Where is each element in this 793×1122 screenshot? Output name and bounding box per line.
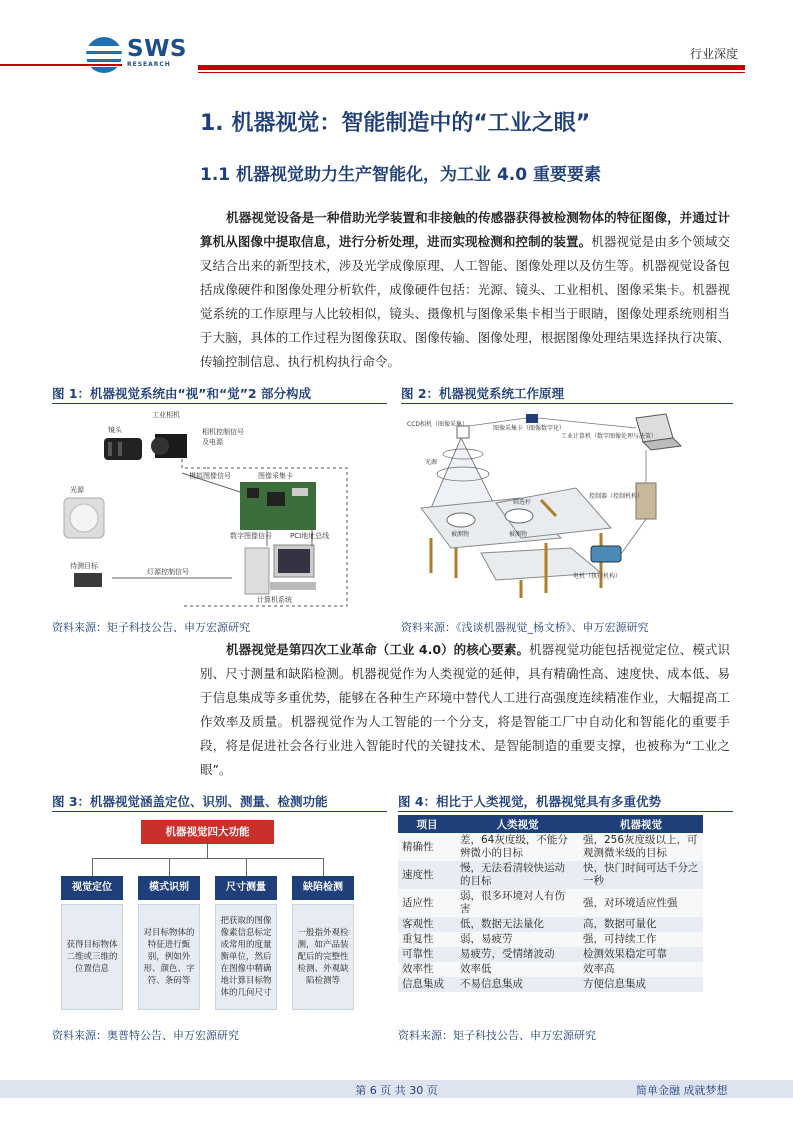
function-box-inspection [292,904,354,1010]
table-cell-item: 客观性 [398,917,456,932]
header-rule [198,65,745,70]
paragraph-2-body: 机器视觉功能包括视觉定位、模式识别、尺寸测量和缺陷检测。机器视觉作为人类视觉的延伸，具有精确性高、速度快、成本低、易于信息集成等多重优势，能够在各种生产环境中替代人工进行高强度连续精准作业，大幅提高工作效率及质量。机器视觉作为人工智能的一个分支，将是智能工厂中自动化和智能化的重要手段，将是促进社会各行业进入智能时代的关键技术、是智能制造的重要支撑，也被称为“工业之眼”。 [200,642,730,777]
comparison-table [398,815,703,992]
label-card: 图像采集卡（图像数字化） [493,425,566,432]
function-head-recognition: 模式识别 [138,876,200,900]
table-cell-item: 精确性 [398,833,456,861]
label-object-2: 被测物 [509,531,528,538]
table-header-machine: 机器视觉 [579,815,703,833]
table-cell-machine: 快，快门时间可达千分之一秒 [579,861,703,889]
paragraph-2 [200,638,730,782]
table-cell-human: 低，数据无法量化 [456,917,579,932]
table-cell-machine: 强，256灰度级以上，可观测微米级的目标 [579,833,703,861]
table-cell-human: 差，64灰度级，不能分辨微小的目标 [456,833,579,861]
paragraph-1-body: 机器视觉是由多个领域交叉结合出来的新型技术，涉及光学成像原理、人工智能、图像处理以及仿生等。机器视觉设备包括成像硬件和图像处理分析软件，成像硬件包括：光源、镜头、工业相机、图像采集卡。机器视觉系统的工作原理与人比较相似，镜头、摄像机与图像采集卡相当于眼睛，图像处理系统则相当于大脑，具体的工作过程为图像获取、图像传输、图像处理，根据图像处理结果选择执行决策、传输控制信息、执行机构执行命令。 [200,234,730,369]
function-head-inspection: 缺陷检测 [292,876,354,900]
table-cell-human: 弱，易疲劳 [456,932,579,947]
figure-4-caption-rule [398,811,733,812]
computer-image [245,548,269,594]
function-body-inspection: 一般指外观检测，如产品装配后的完整性检测、外观缺陷检测等 [297,928,349,986]
table-cell-item: 重复性 [398,932,456,947]
label-rod: 筛选杆 [513,499,532,506]
figure-3-caption-rule [52,811,387,812]
figure-4-source: 资料来源：矩子科技公告、申万宏源研究 [398,1029,596,1042]
figure-3-caption: 图 3：机器视觉涵盖定位、识别、测量、检测功能 [52,794,328,809]
table-cell-item: 速度性 [398,861,456,889]
target-image [74,573,102,587]
function-head-measurement: 尺寸测量 [215,876,277,900]
logo-text: SWS [127,36,187,62]
report-category: 行业深度 [690,47,739,61]
figure-2-diagram [401,408,733,613]
table-row [398,917,703,932]
logo-subtext: RESEARCH [127,61,171,68]
label-target: 待测目标 [70,562,98,570]
function-box-recognition [138,904,200,1010]
table-header-row [398,815,703,833]
paragraph-2-lead: 机器视觉是第四次工业革命（工业 4.0）的核心要素。 [226,642,530,657]
table-cell-human: 效率低 [456,962,579,977]
table-row [398,889,703,917]
table-row [398,947,703,962]
function-body-positioning: 获得目标物体二维或三维的位置信息 [66,940,118,974]
table-cell-item: 适应性 [398,889,456,917]
table-row [398,932,703,947]
table-cell-machine: 方便信息集成 [579,977,703,992]
label-pci-bus: PCI地址总线 [290,532,330,540]
function-box-positioning [61,904,123,1010]
figure-2-caption-rule [401,403,733,404]
label-motor: 电机（执行机构） [573,573,622,580]
page-number: 第 6 页 共 30 页 [355,1084,438,1097]
table-cell-machine: 强，对环境适应性强 [579,889,703,917]
label-ccd: CCD相机（图像采集） [407,421,468,428]
label-light-control: 灯源控制信号 [147,568,189,576]
figure-3-source: 资料来源：奥普特公告、申万宏源研究 [52,1029,239,1042]
footer-slogan: 简单金融 成就梦想 [636,1084,728,1097]
label-capture-card: 图像采集卡 [258,472,293,480]
table-header-human: 人类视觉 [456,815,579,833]
figure-2-caption: 图 2：机器视觉系统工作原理 [401,386,565,401]
function-body-recognition: 对目标物体的特征进行甄别，例如外形、颜色、字符、条码等 [143,928,195,986]
function-box-measurement [215,904,277,1010]
label-camera-control: 相机控制信号 [202,428,244,436]
label-light: 光源 [70,486,84,494]
table-cell-machine: 检测效果稳定可靠 [579,947,703,962]
table-row [398,977,703,992]
header-rule-thin [198,72,745,73]
label-light: 光源 [425,459,438,466]
table-cell-machine: 效率高 [579,962,703,977]
label-computer: 计算机系统 [257,596,292,604]
label-object-1: 被测物 [451,531,470,538]
figure-4-caption: 图 4：相比于人类视觉，机器视觉具有多重优势 [398,794,662,809]
figure-2-source: 资料来源：《浅谈机器视觉_杨文桥》、申万宏源研究 [401,621,649,634]
figure-1-caption-rule [52,403,387,404]
logo-icon [86,37,122,73]
table-cell-item: 信息集成 [398,977,456,992]
label-pc: 工业计算机（数字图像处理与决策） [561,433,658,440]
function-head-positioning: 视觉定位 [61,876,123,900]
label-analog-signal: 模拟图像信号 [189,472,231,480]
table-cell-human: 易疲劳，受情绪波动 [456,947,579,962]
label-power: 及电源 [202,438,223,446]
table-cell-item: 可靠性 [398,947,456,962]
figure-1-source: 资料来源：矩子科技公告、申万宏源研究 [52,621,250,634]
paragraph-1-lead: 机器视觉设备是一种借助光学装置和非接触的传感器获得被检测物体的特征图像，并通过计算机从图像中提取信息，进行分析处理，进而实现检测和控制的装置。 [200,210,730,249]
header-rule-left [0,64,122,66]
table-cell-human: 弱，很多环境对人有伤害 [456,889,579,917]
function-body-measurement: 把获取的图像像素信息标定成常用的度量衡单位，然后在图像中精确地计算目标物体的几何尺寸 [220,916,272,998]
functions-title: 机器视觉四大功能 [141,820,274,844]
table-cell-human: 慢，无法看清较快运动的目标 [456,861,579,889]
table-cell-human: 不易信息集成 [456,977,579,992]
table-header-item: 项目 [398,815,456,833]
table-row [398,833,703,861]
table-row [398,962,703,977]
table-row [398,861,703,889]
table-cell-machine: 高，数据可量化 [579,917,703,932]
label-digital-signal: 数字图像信号 [230,532,272,540]
table-cell-item: 效率性 [398,962,456,977]
subsection-title: 1.1 机器视觉助力生产智能化，为工业 4.0 重要要素 [200,165,601,185]
paragraph-1 [200,206,730,374]
label-lens: 镜头 [108,426,122,434]
label-camera: 工业相机 [152,411,180,419]
label-controller: 控制器（控制机构） [589,493,644,500]
section-title: 1. 机器视觉：智能制造中的“工业之眼” [200,111,591,136]
figure-1-diagram [52,408,387,613]
figure-1-caption: 图 1：机器视觉系统由“视”和“觉”2 部分构成 [52,386,311,401]
table-cell-machine: 强，可持续工作 [579,932,703,947]
